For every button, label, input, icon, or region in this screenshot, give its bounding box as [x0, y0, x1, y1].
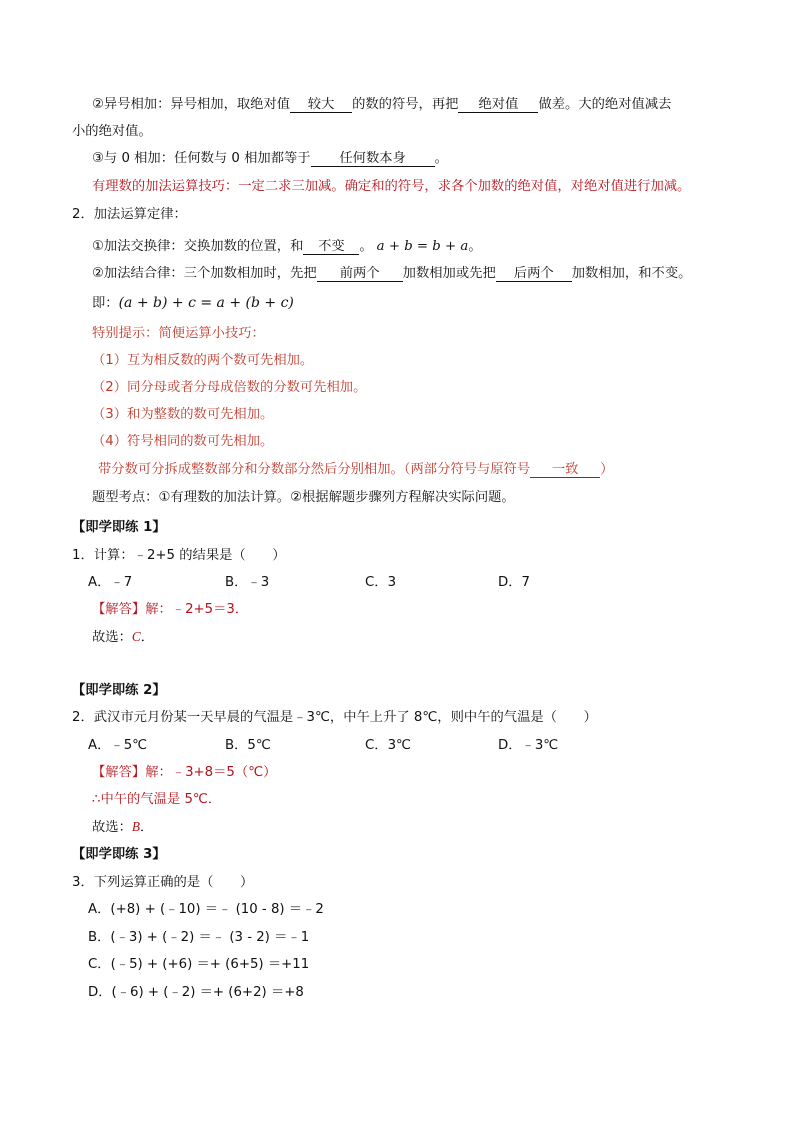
associative-law — [92, 265, 691, 283]
exercise-header: 【即学即练 1】 — [72, 520, 166, 535]
tip-text: ） — [600, 462, 614, 477]
tips-title: 特别提示：简便运算小技巧： — [92, 326, 265, 341]
answer-text: 解：﹣2+5＝3． — [145, 602, 249, 617]
rule-add-zero — [92, 150, 448, 168]
rule-text: 即： — [92, 296, 119, 311]
blank-answer: 一致 — [530, 462, 600, 478]
option: A．﹣7 — [88, 575, 133, 590]
blank-answer: 前两个 — [317, 266, 403, 282]
tip-item: （2）同分母或者分母成倍数的分数可先相加。 — [92, 380, 367, 395]
option: B．﹣3 — [225, 575, 270, 590]
exercise-header: 【即学即练 2】 — [72, 683, 166, 698]
choice-letter: B — [131, 819, 141, 834]
exercise-question: 1．计算：﹣2+5 的结果是（ ） — [72, 548, 286, 563]
rule-text: ③与 0 相加：任何数与 0 相加都等于 — [92, 151, 311, 166]
rule-text: 加数相加，和不变。 — [571, 266, 692, 281]
rule-continuation: 小的绝对值。 — [72, 124, 152, 139]
choice-prefix: 故选： — [92, 820, 132, 835]
choice-suffix: ． — [140, 630, 155, 645]
formula: (a + b) + c = a + (b + c) — [118, 295, 294, 311]
exercise-question: 3．下列运算正确的是（ ） — [72, 875, 254, 890]
rule-text: ②加法结合律：三个加数相加时，先把 — [92, 266, 317, 281]
tip-item: （1）互为相反数的两个数可先相加。 — [92, 353, 314, 368]
addition-technique: 有理数的加法运算技巧：一定二求三加减。确定和的符号，求各个加数的绝对值，对绝对值进行加减。 — [92, 179, 691, 194]
formula: a + b = b + a — [376, 239, 469, 254]
blank-answer: 绝对值 — [458, 97, 538, 113]
tip-item: （4）符号相同的数可先相加。 — [92, 434, 274, 449]
commutative-law — [92, 238, 482, 256]
rule-opposite-signs — [92, 96, 671, 114]
rule-text: ②异号相加：异号相加，取绝对值 — [92, 97, 291, 112]
exercise-question: 2．武汉市元月份某一天早晨的气温是﹣3℃，中午上升了 8℃，则中午的气温是（ ） — [72, 710, 597, 725]
exercise-answer — [92, 601, 248, 619]
exercise-header: 【即学即练 3】 — [72, 847, 166, 862]
option: A．﹣5℃ — [88, 738, 148, 753]
rule-text: 。 — [359, 239, 373, 254]
choice-suffix: ． — [140, 820, 154, 835]
answer-text: 解：﹣3+8＝5（℃） — [145, 765, 277, 780]
answer-therefore: ∴中午的气温是 5℃． — [92, 792, 222, 807]
option: B．(﹣3) + (﹣2) ＝﹣ (3 - 2) ＝﹣1 — [88, 930, 310, 945]
tip-mixed-numbers — [98, 461, 613, 479]
choice-letter: C — [131, 629, 141, 644]
choice-prefix: 故选： — [92, 630, 132, 645]
option: C．3℃ — [365, 738, 411, 753]
exercise-answer — [92, 764, 276, 782]
exercise-choice — [92, 818, 153, 837]
tip-text: 带分数可分拆成整数部分和分数部分然后分别相加。（两部分符号与原符号 — [98, 462, 531, 477]
rule-text: 。 — [434, 151, 448, 166]
exercise-choice — [92, 628, 154, 647]
option: D．7 — [498, 575, 530, 590]
option: C．(﹣5) + (+6) ＝+ (6+5) ＝+11 — [88, 957, 310, 972]
option: D．(﹣6) + (﹣2) ＝+ (6+2) ＝+8 — [88, 985, 304, 1000]
rule-text: 的数的符号，再把 — [352, 97, 459, 112]
rule-text: ①加法交换律：交换加数的位置，和 — [92, 239, 304, 254]
section-heading: 2．加法运算定律： — [72, 207, 187, 222]
blank-answer: 不变 — [303, 239, 359, 255]
option: D．﹣3℃ — [498, 738, 559, 753]
answer-tag: 【解答】 — [92, 765, 146, 780]
blank-answer: 较大 — [290, 97, 352, 113]
rule-text: 做差。大的绝对值减去 — [538, 97, 672, 112]
option: B．5℃ — [225, 738, 271, 753]
blank-answer: 任何数本身 — [311, 151, 435, 167]
question-type-focus: 题型考点：①有理数的加法计算。②根据解题步骤列方程解决实际问题。 — [92, 490, 515, 505]
option: C．3 — [365, 575, 397, 590]
rule-text: 加数相加或先把 — [402, 266, 496, 281]
blank-answer: 后两个 — [496, 266, 572, 282]
tip-item: （3）和为整数的数可先相加。 — [92, 407, 274, 422]
rule-text: 。 — [468, 239, 482, 254]
option: A．(+8) + (﹣10) ＝﹣ (10 - 8) ＝﹣2 — [88, 902, 324, 917]
answer-tag: 【解答】 — [92, 602, 146, 617]
associative-formula — [92, 294, 294, 313]
